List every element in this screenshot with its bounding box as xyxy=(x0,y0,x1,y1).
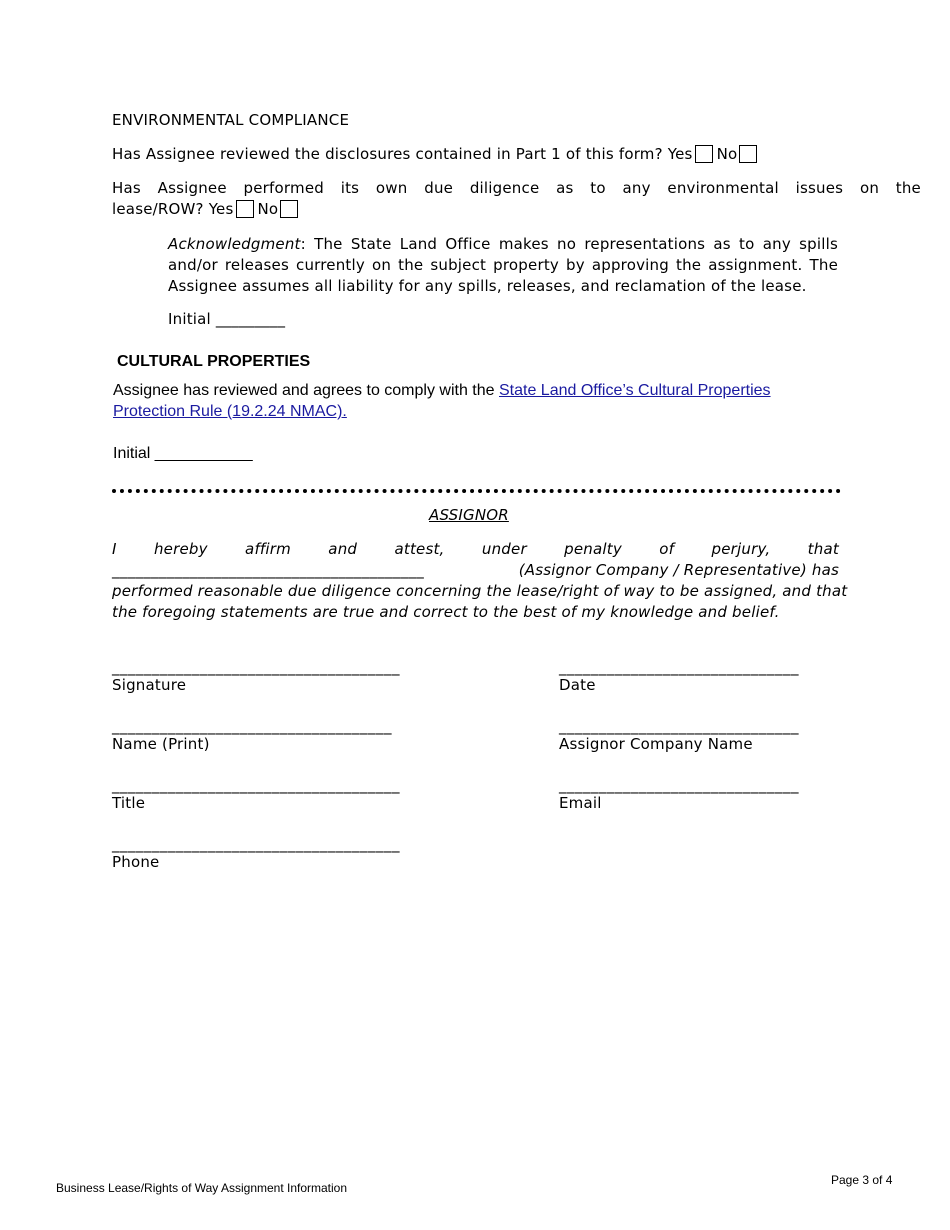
cultural-paragraph xyxy=(113,380,833,422)
company-name-line[interactable]: ______________________________ xyxy=(559,717,799,735)
date-label: Date xyxy=(559,676,596,694)
email-line[interactable]: ______________________________ xyxy=(559,776,799,794)
affirm-word: I xyxy=(112,540,117,558)
q1-yes-label: Yes xyxy=(667,145,693,163)
q1-no-label: No xyxy=(716,145,738,163)
affirm-word: and xyxy=(328,540,358,558)
title-label: Title xyxy=(112,794,146,812)
assignor-company-blank: ________________________________________ xyxy=(112,561,424,579)
affirm-line2-text: (Assignor Company / Representative) has xyxy=(518,561,839,579)
q2-no-checkbox[interactable] xyxy=(280,200,298,218)
affirm-line1 xyxy=(112,539,839,560)
q2-yes-label: Yes xyxy=(208,200,234,218)
q1-yes-checkbox[interactable] xyxy=(695,145,713,163)
q1-no-checkbox[interactable] xyxy=(739,145,757,163)
cultural-rule-link[interactable]: State Land Office’s Cultural Properties Protection Rule (19.2.24 NMAC). xyxy=(113,382,771,420)
signature-label: Signature xyxy=(112,676,187,694)
q2-line1: Has Assignee performed its own due diligence as to any environmental issues on the xyxy=(112,179,921,197)
affirm-word: under xyxy=(481,540,527,558)
environmental-heading: ENVIRONMENTAL COMPLIANCE xyxy=(112,111,350,129)
assignor-affirmation xyxy=(112,539,848,623)
affirm-word: hereby xyxy=(153,540,208,558)
affirm-line4: the foregoing statements are true and correct to the best of my knowledge and belief. xyxy=(112,603,780,621)
company-name-label: Assignor Company Name xyxy=(559,735,753,753)
date-line[interactable]: ______________________________ xyxy=(559,658,799,676)
cultural-initial: Initial ___________ xyxy=(113,445,253,462)
affirm-word: perjury, xyxy=(711,540,771,558)
cultural-text: Assignee has reviewed and agrees to comply with the xyxy=(113,382,499,399)
affirm-word: affirm xyxy=(245,540,291,558)
phone-label: Phone xyxy=(112,853,160,871)
acknowledgment-body: : The State Land Office makes no representations as to any spills and/or releases currently on the subject property by approving the assignment. The Assignee assumes all liability for any spills, releases, and reclamation of the lease. xyxy=(168,235,838,295)
affirm-line3: performed reasonable due diligence concerning the lease/right of way to be assigned, and that xyxy=(112,582,848,600)
name-print-label: Name (Print) xyxy=(112,735,210,753)
q1-text: Has Assignee reviewed the disclosures contained in Part 1 of this form? xyxy=(112,145,663,163)
q1-row xyxy=(112,145,761,163)
name-print-line[interactable]: ___________________________________ xyxy=(112,717,392,735)
section-divider xyxy=(112,489,841,493)
q2-yes-checkbox[interactable] xyxy=(236,200,254,218)
footer-doc-title: Business Lease/Rights of Way Assignment Information xyxy=(56,1181,348,1195)
affirm-word: that xyxy=(807,540,839,558)
signature-line[interactable]: ____________________________________ xyxy=(112,658,400,676)
q2-line2 xyxy=(112,200,302,218)
environmental-initial: Initial _________ xyxy=(168,310,286,328)
page-number: Page 3 of 4 xyxy=(831,1173,893,1187)
affirm-word: attest, xyxy=(394,540,445,558)
q2-no-label: No xyxy=(257,200,279,218)
acknowledgment-paragraph xyxy=(168,234,838,297)
q2-text: lease/ROW? xyxy=(112,200,204,218)
phone-line[interactable]: ____________________________________ xyxy=(112,835,400,853)
affirm-word: penalty xyxy=(564,540,622,558)
assignor-heading: ASSIGNOR xyxy=(429,506,509,524)
affirm-word: of xyxy=(659,540,675,558)
cultural-heading: CULTURAL PROPERTIES xyxy=(117,353,311,370)
acknowledgment-title: Acknowledgment xyxy=(168,235,301,253)
email-label: Email xyxy=(559,794,602,812)
title-line[interactable]: ____________________________________ xyxy=(112,776,400,794)
affirm-line2 xyxy=(112,560,839,581)
